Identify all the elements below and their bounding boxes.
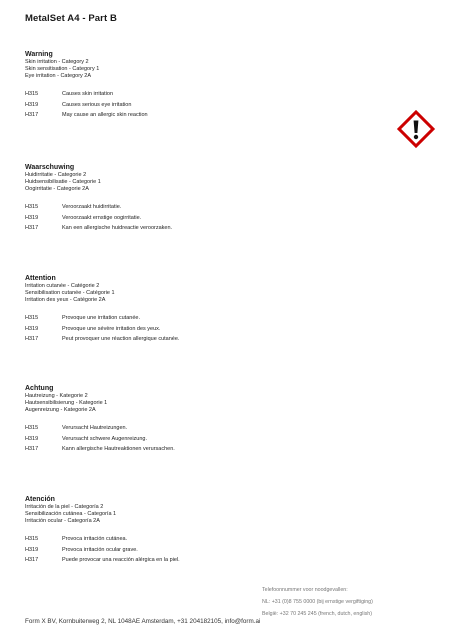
contact-line: België: +32 70 245 245 (french, dutch, english) xyxy=(262,611,372,617)
hazard-class: Skin sensitisation - Category 1 xyxy=(25,66,100,72)
hazard-class: Oogirritatie - Categorie 2A xyxy=(25,186,89,192)
h-text: Veroorzaakt huidirritatie. xyxy=(62,204,122,210)
hazard-class: Skin irritation - Category 2 xyxy=(25,59,89,65)
hazard-class: Irritación de la piel - Categoría 2 xyxy=(25,504,104,510)
h-code: H317 xyxy=(25,112,39,118)
contact-line: NL: +31 (0)8 755 0000 (bij ernstige vergiftiging) xyxy=(262,599,373,605)
hazard-statement-row xyxy=(25,534,425,545)
h-text: Verursacht Hautreizungen. xyxy=(62,425,128,431)
hazard-statement-row xyxy=(25,313,425,324)
ghs07-exclamation-mark-icon xyxy=(396,109,436,149)
hazard-section-nl xyxy=(25,163,425,234)
hazard-statement-row xyxy=(25,110,425,121)
signal-word: Atención xyxy=(25,496,55,503)
h-text: Provoque une irritation cutanée. xyxy=(62,315,140,321)
h-code: H317 xyxy=(25,446,39,452)
hazard-statement-row xyxy=(25,555,425,566)
h-text: Causes serious eye irritation xyxy=(62,101,132,108)
hazard-statement-row xyxy=(25,202,425,213)
signal-word: Warning xyxy=(25,51,53,58)
hazard-statement-row xyxy=(25,334,425,345)
h-code: H317 xyxy=(25,336,39,342)
company-footer: Form X BV, Kornbuiterweg 2, NL 1048AE Amsterdam, +31 204182105, info@form.ai xyxy=(25,618,261,625)
hazard-class: Sensibilización cutánea - Categoría 1 xyxy=(25,511,117,517)
h-code: H319 xyxy=(25,325,39,332)
signal-word: Attention xyxy=(25,275,56,282)
hazard-statement-row xyxy=(25,423,425,434)
hazard-statement-row xyxy=(25,213,425,224)
hazard-statement-row xyxy=(25,444,425,455)
hazard-section-es xyxy=(25,495,425,566)
hazard-class: Sensibilisation cutanée - Catégorie 1 xyxy=(25,290,115,296)
h-code: H319 xyxy=(25,435,39,442)
h-code: H315 xyxy=(25,204,39,210)
h-text: Provoca irritación cutánea. xyxy=(62,536,128,542)
h-text: Puede provocar una reacción alérgica en la piel. xyxy=(62,557,180,563)
h-text: Kann allergische Hautreaktionen verursachen. xyxy=(62,446,175,452)
h-text: Provoque une sévère irritation des yeux. xyxy=(62,325,161,332)
h-code: H317 xyxy=(25,557,39,563)
hazard-class: Irritation des yeux - Catégorie 2A xyxy=(25,297,106,303)
h-text: Provoca irritación ocular grave. xyxy=(62,546,138,553)
h-code: H315 xyxy=(25,315,39,321)
hazard-class: Huidirritatie - Categorie 2 xyxy=(25,172,87,178)
hazard-statement-row xyxy=(25,324,425,335)
h-text: Kan een allergische huidreactie veroorzaken. xyxy=(62,225,173,231)
hazard-class: Augenreizung - Kategorie 2A xyxy=(25,407,96,413)
h-code: H319 xyxy=(25,214,39,221)
hazard-statement-row xyxy=(25,545,425,556)
h-code: H319 xyxy=(25,546,39,553)
h-code: H317 xyxy=(25,225,39,231)
hazard-statement-row xyxy=(25,223,425,234)
h-code: H319 xyxy=(25,101,39,108)
h-code: H315 xyxy=(25,91,39,97)
hazard-class: Irritation cutanée - Catégorie 2 xyxy=(25,283,100,289)
hazard-class: Hautreizung - Kategorie 2 xyxy=(25,393,88,399)
hazard-statement-row xyxy=(25,89,425,100)
signal-word: Achtung xyxy=(25,385,54,392)
h-text: Veroorzaakt ernstige oogirritatie. xyxy=(62,214,142,221)
signal-word: Waarschuwing xyxy=(25,164,75,171)
hazard-statement-row xyxy=(25,434,425,445)
contact-heading: Telefoonnummer voor noodgevallen: xyxy=(262,587,348,593)
hazard-section-de xyxy=(25,384,425,455)
h-text: Peut provoquer une réaction allergique cutanée. xyxy=(62,336,180,342)
hazard-section-fr xyxy=(25,274,425,345)
h-text: Causes skin irritation xyxy=(62,91,114,97)
h-code: H315 xyxy=(25,425,39,431)
hazard-class: Hautsensibilisierung - Kategorie 1 xyxy=(25,400,108,406)
document-title: MetalSet A4 - Part B xyxy=(25,13,117,24)
h-code: H315 xyxy=(25,536,39,542)
h-text: May cause an allergic skin reaction xyxy=(62,112,148,118)
emergency-contact xyxy=(262,584,373,620)
hazard-statement-row xyxy=(25,100,425,111)
hazard-class: Huidsensibilisatie - Categorie 1 xyxy=(25,179,101,185)
h-text: Verursacht schwere Augenreizung. xyxy=(62,435,147,442)
hazard-section-en xyxy=(25,50,425,121)
hazard-class: Irritación ocular - Categoría 2A xyxy=(25,518,100,524)
hazard-class: Eye irritation - Category 2A xyxy=(25,73,92,79)
